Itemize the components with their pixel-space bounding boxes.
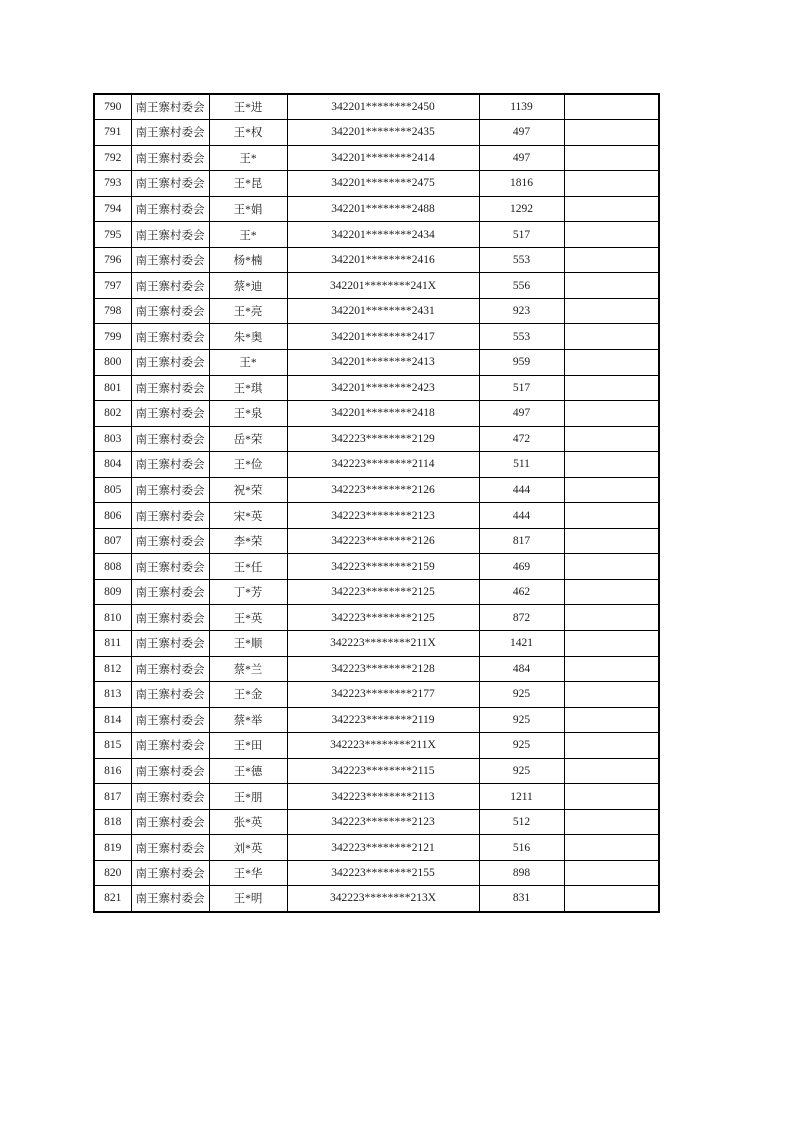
cell-amount: 444 [479, 477, 564, 503]
cell-village: 南王寨村委会 [131, 222, 209, 248]
cell-id-number: 342223********2129 [287, 426, 479, 452]
cell-amount: 925 [479, 682, 564, 708]
cell-id-number: 342201********2488 [287, 196, 479, 222]
cell-amount: 517 [479, 222, 564, 248]
cell-name: 岳*荣 [209, 426, 287, 452]
cell-name: 李*荣 [209, 528, 287, 554]
document-page [93, 93, 660, 913]
cell-village: 南王寨村委会 [131, 605, 209, 631]
cell-amount: 517 [479, 375, 564, 401]
cell-name: 宋*英 [209, 503, 287, 529]
cell-name: 王*娟 [209, 196, 287, 222]
table-row [94, 120, 659, 146]
cell-village: 南王寨村委会 [131, 452, 209, 478]
cell-village: 南王寨村委会 [131, 324, 209, 350]
cell-row-number: 806 [94, 503, 131, 529]
cell-row-number: 800 [94, 349, 131, 375]
cell-id-number: 342201********2418 [287, 401, 479, 427]
cell-row-number: 811 [94, 630, 131, 656]
cell-note [564, 886, 659, 912]
cell-id-number: 342201********2416 [287, 247, 479, 273]
table-row [94, 605, 659, 631]
cell-row-number: 797 [94, 273, 131, 299]
cell-note [564, 196, 659, 222]
cell-name: 王*金 [209, 682, 287, 708]
cell-village: 南王寨村委会 [131, 120, 209, 146]
cell-name: 蔡*迪 [209, 273, 287, 299]
cell-name: 王*权 [209, 120, 287, 146]
cell-id-number: 342223********211X [287, 733, 479, 759]
cell-village: 南王寨村委会 [131, 707, 209, 733]
cell-id-number: 342201********241X [287, 273, 479, 299]
cell-amount: 925 [479, 733, 564, 759]
cell-note [564, 145, 659, 171]
cell-row-number: 808 [94, 554, 131, 580]
cell-id-number: 342223********2128 [287, 656, 479, 682]
cell-amount: 469 [479, 554, 564, 580]
cell-row-number: 807 [94, 528, 131, 554]
cell-id-number: 342223********2123 [287, 809, 479, 835]
cell-row-number: 799 [94, 324, 131, 350]
table-row [94, 630, 659, 656]
cell-row-number: 813 [94, 682, 131, 708]
cell-amount: 553 [479, 324, 564, 350]
cell-amount: 831 [479, 886, 564, 912]
cell-name: 王*华 [209, 860, 287, 886]
cell-note [564, 120, 659, 146]
cell-amount: 872 [479, 605, 564, 631]
cell-village: 南王寨村委会 [131, 809, 209, 835]
cell-id-number: 342223********2123 [287, 503, 479, 529]
table-row [94, 579, 659, 605]
table-row [94, 707, 659, 733]
table-row [94, 835, 659, 861]
cell-note [564, 503, 659, 529]
cell-amount: 817 [479, 528, 564, 554]
table-row [94, 503, 659, 529]
cell-id-number: 342223********2121 [287, 835, 479, 861]
cell-amount: 898 [479, 860, 564, 886]
cell-amount: 1421 [479, 630, 564, 656]
cell-amount: 472 [479, 426, 564, 452]
cell-name: 杨*楠 [209, 247, 287, 273]
cell-note [564, 222, 659, 248]
cell-village: 南王寨村委会 [131, 733, 209, 759]
cell-amount: 512 [479, 809, 564, 835]
cell-note [564, 554, 659, 580]
cell-note [564, 171, 659, 197]
cell-note [564, 605, 659, 631]
cell-village: 南王寨村委会 [131, 94, 209, 120]
cell-id-number: 342223********211X [287, 630, 479, 656]
cell-village: 南王寨村委会 [131, 477, 209, 503]
cell-name: 王*俭 [209, 452, 287, 478]
table-row [94, 758, 659, 784]
cell-row-number: 810 [94, 605, 131, 631]
cell-note [564, 707, 659, 733]
cell-village: 南王寨村委会 [131, 273, 209, 299]
cell-id-number: 342223********213X [287, 886, 479, 912]
cell-note [564, 758, 659, 784]
table-row [94, 375, 659, 401]
table-row [94, 349, 659, 375]
cell-name: 王*朋 [209, 784, 287, 810]
cell-note [564, 401, 659, 427]
cell-village: 南王寨村委会 [131, 375, 209, 401]
table-row [94, 171, 659, 197]
table-row [94, 733, 659, 759]
cell-village: 南王寨村委会 [131, 682, 209, 708]
cell-row-number: 812 [94, 656, 131, 682]
table-row [94, 401, 659, 427]
cell-id-number: 342201********2431 [287, 298, 479, 324]
table-row [94, 196, 659, 222]
cell-note [564, 835, 659, 861]
cell-note [564, 247, 659, 273]
table-row [94, 656, 659, 682]
cell-village: 南王寨村委会 [131, 196, 209, 222]
table-row [94, 809, 659, 835]
cell-name: 王*顺 [209, 630, 287, 656]
cell-row-number: 815 [94, 733, 131, 759]
cell-id-number: 342201********2414 [287, 145, 479, 171]
cell-village: 南王寨村委会 [131, 145, 209, 171]
cell-row-number: 796 [94, 247, 131, 273]
table-row [94, 247, 659, 273]
cell-note [564, 656, 659, 682]
table-row [94, 94, 659, 120]
cell-amount: 497 [479, 401, 564, 427]
cell-id-number: 342201********2450 [287, 94, 479, 120]
cell-village: 南王寨村委会 [131, 171, 209, 197]
roster-table [93, 93, 660, 913]
cell-amount: 923 [479, 298, 564, 324]
cell-amount: 959 [479, 349, 564, 375]
cell-row-number: 814 [94, 707, 131, 733]
cell-name: 蔡*兰 [209, 656, 287, 682]
cell-note [564, 579, 659, 605]
cell-id-number: 342223********2125 [287, 605, 479, 631]
cell-id-number: 342223********2119 [287, 707, 479, 733]
table-row [94, 298, 659, 324]
cell-village: 南王寨村委会 [131, 758, 209, 784]
cell-village: 南王寨村委会 [131, 247, 209, 273]
cell-row-number: 791 [94, 120, 131, 146]
cell-name: 王*明 [209, 886, 287, 912]
cell-note [564, 528, 659, 554]
cell-row-number: 819 [94, 835, 131, 861]
cell-name: 王* [209, 145, 287, 171]
table-row [94, 145, 659, 171]
roster-table-body [94, 94, 659, 912]
cell-name: 蔡*举 [209, 707, 287, 733]
cell-amount: 497 [479, 120, 564, 146]
cell-village: 南王寨村委会 [131, 401, 209, 427]
cell-village: 南王寨村委会 [131, 579, 209, 605]
cell-amount: 1139 [479, 94, 564, 120]
table-row [94, 886, 659, 912]
cell-amount: 556 [479, 273, 564, 299]
cell-row-number: 803 [94, 426, 131, 452]
cell-amount: 925 [479, 707, 564, 733]
cell-row-number: 802 [94, 401, 131, 427]
cell-amount: 925 [479, 758, 564, 784]
table-row [94, 452, 659, 478]
cell-amount: 511 [479, 452, 564, 478]
cell-name: 王*昆 [209, 171, 287, 197]
cell-row-number: 816 [94, 758, 131, 784]
table-row [94, 554, 659, 580]
cell-row-number: 794 [94, 196, 131, 222]
cell-row-number: 793 [94, 171, 131, 197]
cell-row-number: 805 [94, 477, 131, 503]
cell-name: 祝*荣 [209, 477, 287, 503]
cell-amount: 462 [479, 579, 564, 605]
cell-amount: 1292 [479, 196, 564, 222]
cell-row-number: 820 [94, 860, 131, 886]
cell-name: 王* [209, 349, 287, 375]
cell-id-number: 342201********2423 [287, 375, 479, 401]
cell-village: 南王寨村委会 [131, 426, 209, 452]
cell-note [564, 809, 659, 835]
cell-name: 王*进 [209, 94, 287, 120]
cell-village: 南王寨村委会 [131, 528, 209, 554]
cell-amount: 516 [479, 835, 564, 861]
cell-id-number: 342201********2475 [287, 171, 479, 197]
cell-row-number: 792 [94, 145, 131, 171]
table-row [94, 426, 659, 452]
cell-note [564, 682, 659, 708]
table-row [94, 860, 659, 886]
cell-note [564, 784, 659, 810]
cell-village: 南王寨村委会 [131, 349, 209, 375]
cell-amount: 553 [479, 247, 564, 273]
cell-village: 南王寨村委会 [131, 886, 209, 912]
cell-note [564, 349, 659, 375]
cell-id-number: 342201********2434 [287, 222, 479, 248]
cell-village: 南王寨村委会 [131, 860, 209, 886]
cell-name: 张*英 [209, 809, 287, 835]
table-row [94, 273, 659, 299]
cell-note [564, 452, 659, 478]
cell-id-number: 342223********2177 [287, 682, 479, 708]
cell-village: 南王寨村委会 [131, 503, 209, 529]
cell-row-number: 818 [94, 809, 131, 835]
cell-village: 南王寨村委会 [131, 630, 209, 656]
cell-name: 朱*奥 [209, 324, 287, 350]
cell-id-number: 342223********2126 [287, 528, 479, 554]
cell-id-number: 342223********2115 [287, 758, 479, 784]
cell-name: 王* [209, 222, 287, 248]
cell-row-number: 809 [94, 579, 131, 605]
table-row [94, 682, 659, 708]
cell-amount: 484 [479, 656, 564, 682]
cell-village: 南王寨村委会 [131, 554, 209, 580]
cell-note [564, 298, 659, 324]
cell-note [564, 860, 659, 886]
cell-id-number: 342223********2126 [287, 477, 479, 503]
cell-amount: 497 [479, 145, 564, 171]
cell-amount: 1211 [479, 784, 564, 810]
cell-id-number: 342201********2417 [287, 324, 479, 350]
table-row [94, 324, 659, 350]
cell-note [564, 375, 659, 401]
cell-village: 南王寨村委会 [131, 298, 209, 324]
cell-village: 南王寨村委会 [131, 656, 209, 682]
cell-id-number: 342223********2113 [287, 784, 479, 810]
table-row [94, 784, 659, 810]
cell-row-number: 817 [94, 784, 131, 810]
cell-row-number: 804 [94, 452, 131, 478]
cell-name: 王*琪 [209, 375, 287, 401]
cell-name: 丁*芳 [209, 579, 287, 605]
cell-note [564, 733, 659, 759]
table-row [94, 528, 659, 554]
cell-village: 南王寨村委会 [131, 835, 209, 861]
cell-name: 王*德 [209, 758, 287, 784]
cell-row-number: 795 [94, 222, 131, 248]
cell-amount: 444 [479, 503, 564, 529]
cell-name: 王*英 [209, 605, 287, 631]
cell-note [564, 273, 659, 299]
table-row [94, 222, 659, 248]
cell-id-number: 342201********2435 [287, 120, 479, 146]
cell-id-number: 342223********2159 [287, 554, 479, 580]
cell-note [564, 630, 659, 656]
cell-name: 王*田 [209, 733, 287, 759]
cell-note [564, 477, 659, 503]
cell-row-number: 790 [94, 94, 131, 120]
cell-amount: 1816 [479, 171, 564, 197]
cell-id-number: 342223********2114 [287, 452, 479, 478]
cell-name: 王*泉 [209, 401, 287, 427]
table-row [94, 477, 659, 503]
cell-row-number: 798 [94, 298, 131, 324]
cell-row-number: 801 [94, 375, 131, 401]
cell-note [564, 426, 659, 452]
cell-name: 王*任 [209, 554, 287, 580]
cell-name: 刘*英 [209, 835, 287, 861]
cell-row-number: 821 [94, 886, 131, 912]
cell-id-number: 342201********2413 [287, 349, 479, 375]
cell-name: 王*亮 [209, 298, 287, 324]
cell-note [564, 94, 659, 120]
cell-id-number: 342223********2155 [287, 860, 479, 886]
cell-village: 南王寨村委会 [131, 784, 209, 810]
cell-note [564, 324, 659, 350]
cell-id-number: 342223********2125 [287, 579, 479, 605]
